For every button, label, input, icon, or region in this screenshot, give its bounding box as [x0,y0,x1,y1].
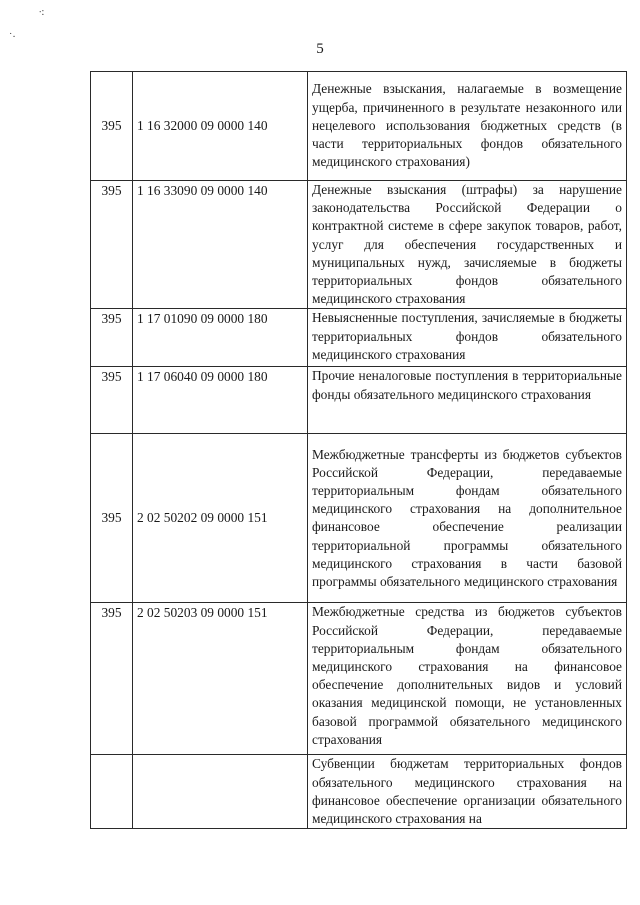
admin-code-cell: 395 [91,309,133,367]
table-row [91,309,627,367]
revenue-name-cell: Денежные взыскания, налагаемые в возмещение ущерба, причиненного в результате незаконного или нецелевого использования бюджетных средств (в части территориальных фондов обязательного медицинского страхования) [308,72,627,181]
revenue-name-cell: Денежные взыскания (штрафы) за нарушение законодательства Российской Федерации о контрактной системе в сфере закупок товаров, работ, услуг для обеспечения государственных и муниципальных нужд, зачисляемые в бюджеты территориальных фондов обязательного медицинского страхования [308,181,627,309]
admin-code-cell: 395 [91,434,133,603]
revenue-name-cell: Невыясненные поступления, зачисляемые в бюджеты территориальных фондов обязательного медицинского страхования [308,309,627,367]
revenue-name-cell: Межбюджетные трансферты из бюджетов субъектов Российской Федерации, передаваемые территориальным фондам обязательного медицинского страхования на дополнительное финансовое обеспечение реализации территориальной программы обязательного медицинского страхования в части базовой программы обязательного медицинского страхования [308,434,627,603]
budget-revenue-codes-table [90,71,627,829]
page-number: 5 [316,41,324,57]
budget-classification-code-cell [133,755,308,829]
budget-classification-code-cell: 2 02 50202 09 0000 151 [133,434,308,603]
table-row [91,755,627,829]
table-row [91,72,627,181]
scan-artifact-mark: ∙: [39,7,45,18]
admin-code-cell: 395 [91,603,133,755]
table-row [91,367,627,434]
revenue-name-cell: Межбюджетные средства из бюджетов субъектов Российской Федерации, передаваемые территориальным фондам обязательного медицинского страхования на финансовое обеспечение дополнительных видов и условий оказания медицинской помощи, не установленных базовой программой обязательного медицинского страхования [308,603,627,755]
revenue-name-cell: Прочие неналоговые поступления в территориальные фонды обязательного медицинского страхования [308,367,627,434]
admin-code-cell: 395 [91,72,133,181]
admin-code-cell: 395 [91,181,133,309]
table-row [91,181,627,309]
table-row [91,434,627,603]
budget-classification-code-cell: 1 17 01090 09 0000 180 [133,309,308,367]
scan-artifact-mark: ˙· [9,32,16,43]
revenue-name-cell: Субвенции бюджетам территориальных фондов обязательного медицинского страхования на финансовое обеспечение организации обязательного медицинского страхования на [308,755,627,829]
admin-code-cell: 395 [91,367,133,434]
admin-code-cell [91,755,133,829]
budget-classification-code-cell: 2 02 50203 09 0000 151 [133,603,308,755]
budget-classification-code-cell: 1 17 06040 09 0000 180 [133,367,308,434]
budget-classification-code-cell: 1 16 32000 09 0000 140 [133,72,308,181]
table-row [91,603,627,755]
budget-classification-code-cell: 1 16 33090 09 0000 140 [133,181,308,309]
